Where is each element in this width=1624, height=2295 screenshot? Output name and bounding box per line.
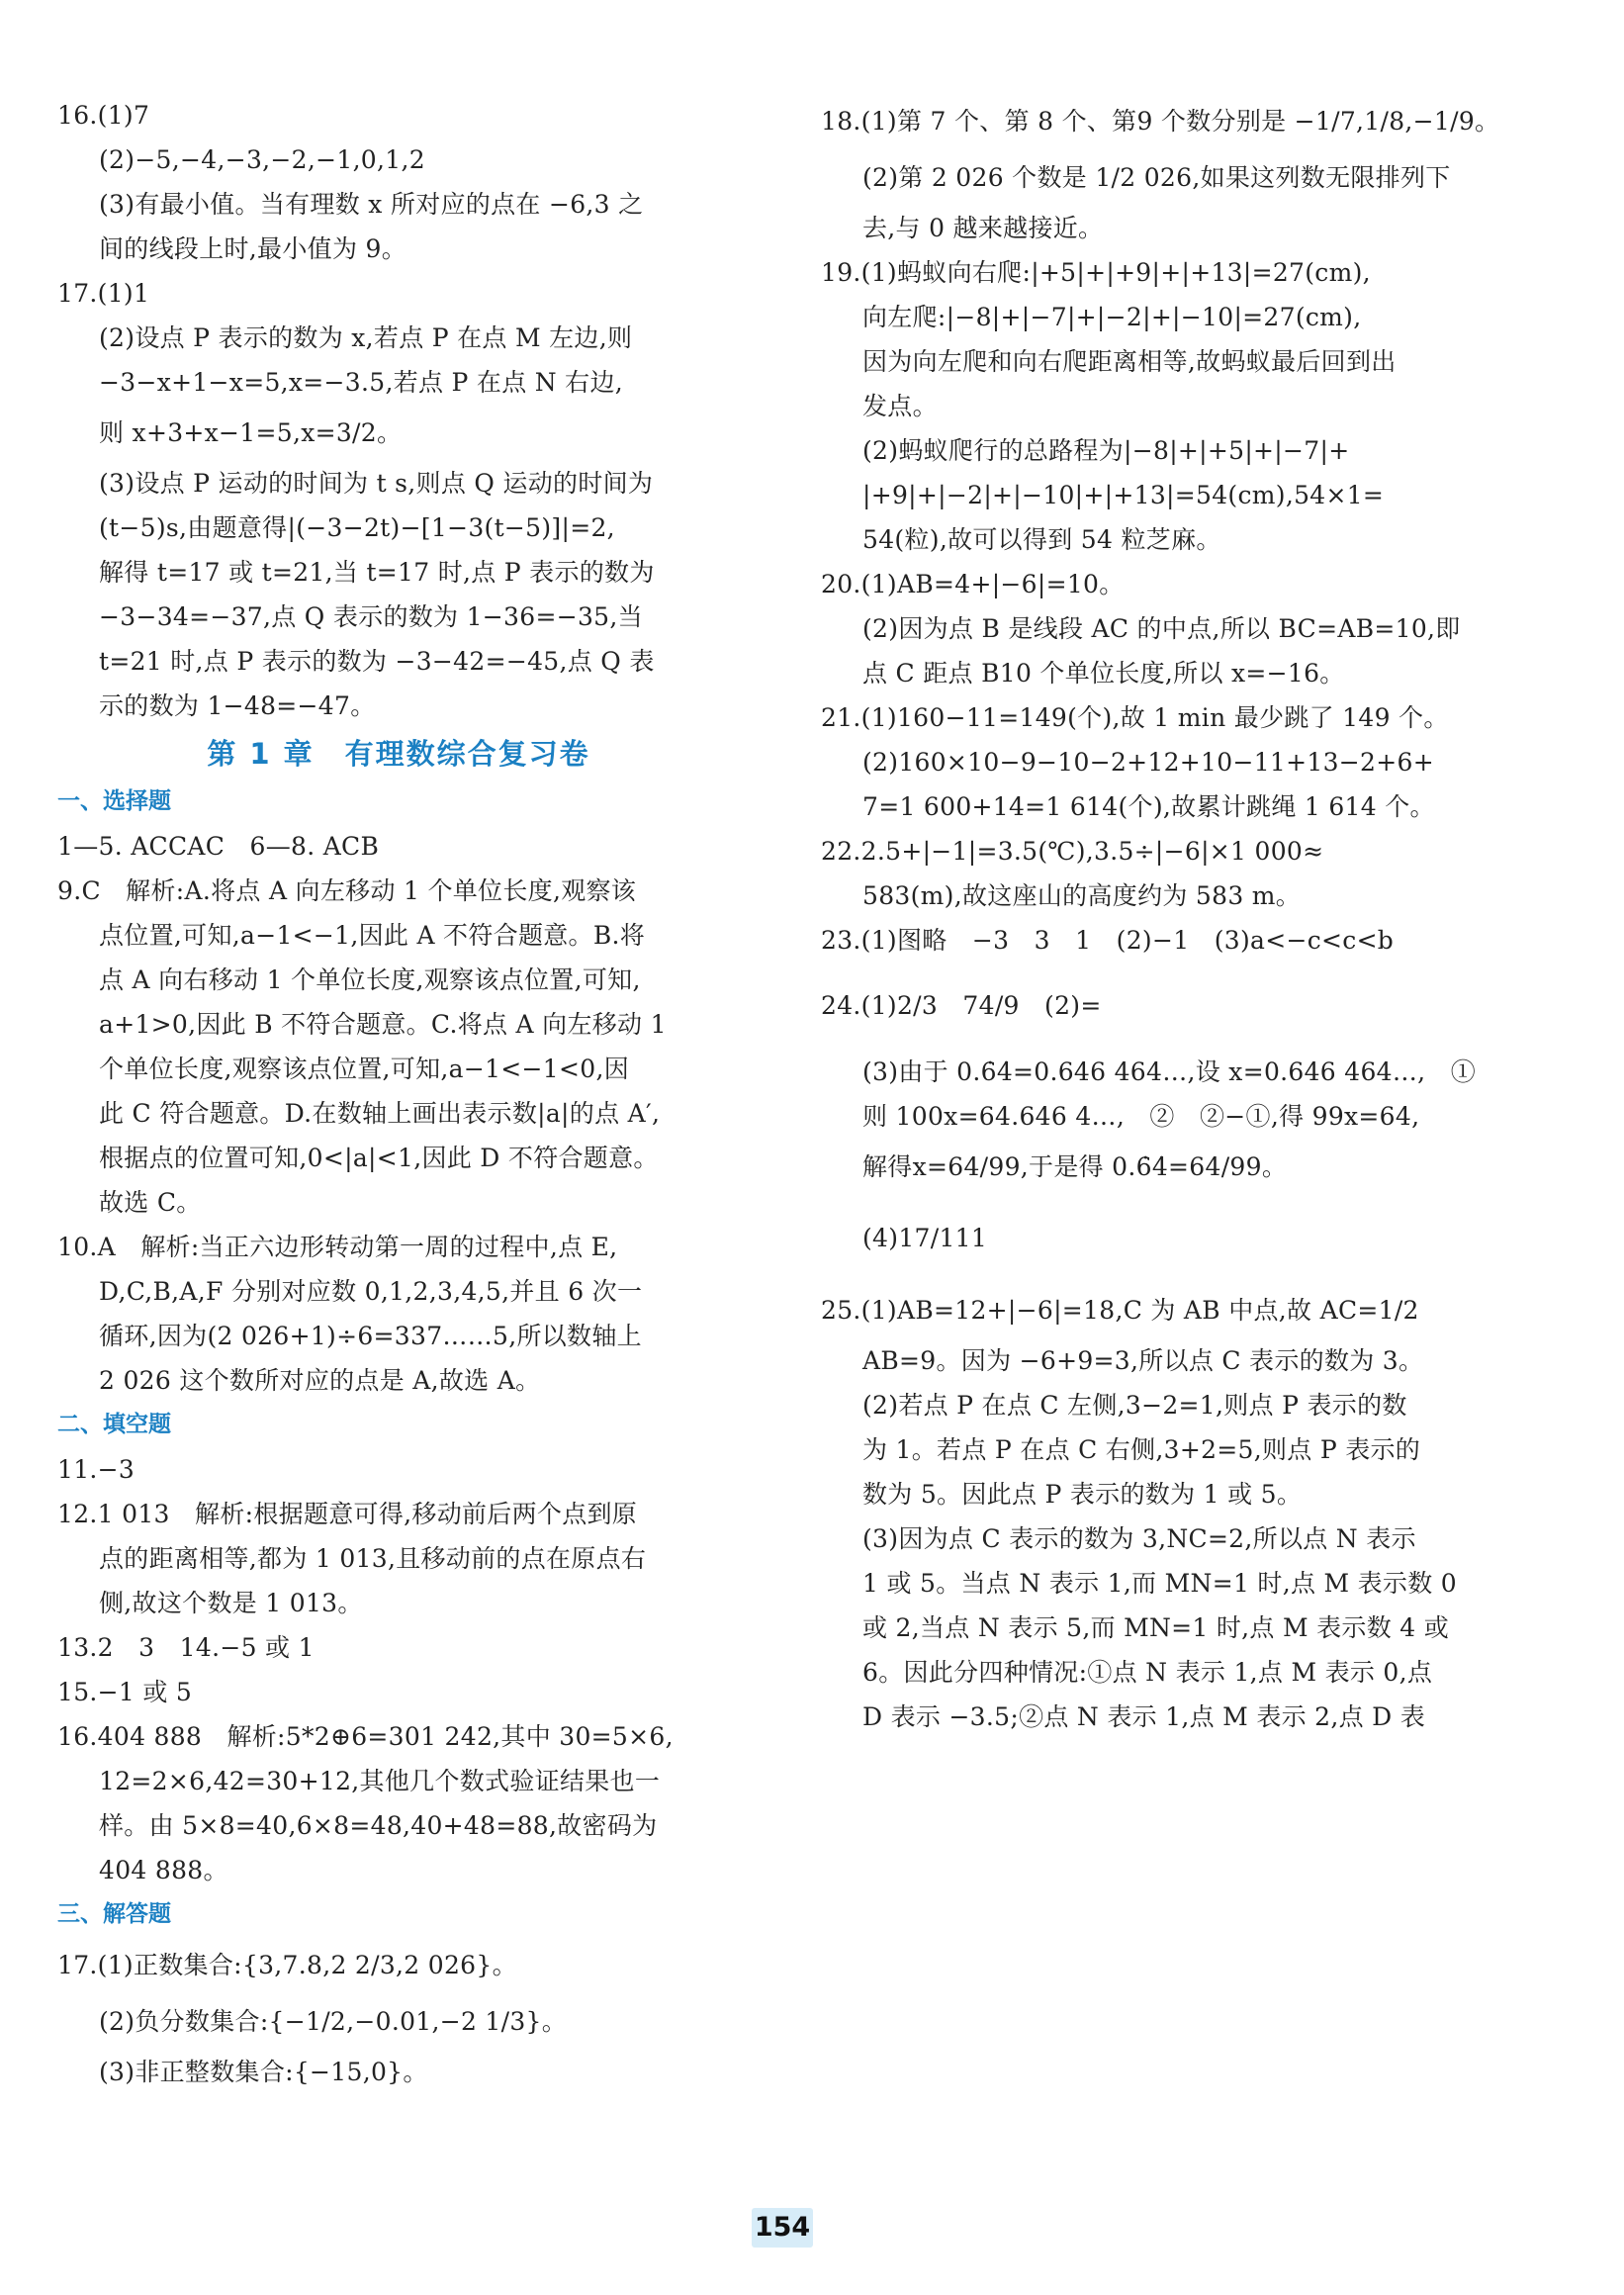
answer-line: 循环,因为(2 026+1)÷6=337……5,所以数轴上 [99,1322,642,1350]
answer-line: (3)设点 P 运动的时间为 t s,则点 Q 运动的时间为 [99,469,654,498]
answer-line: 向左爬:|−8|+|−7|+|−2|+|−10|=27(cm), [862,303,1362,331]
answer-line: (2)−5,−4,−3,−2,−1,0,1,2 [99,145,425,174]
answer-line: 12.1 013 解析:根据题意可得,移动前后两个点到原 [57,1500,638,1528]
answer-line: 2 026 这个数所对应的点是 A,故选 A。 [99,1366,541,1395]
answer-line: 去,与 0 越来越接近。 [862,214,1104,242]
answer-line: (2)第 2 026 个数是 1/2 026,如果这列数无限排列下 [862,163,1451,192]
answer-line: 示的数为 1−48=−47。 [99,691,376,720]
answer-line: 点位置,可知,a−1<−1,因此 A 不符合题意。B.将 [99,921,646,950]
answer-line: 点 A 向右移动 1 个单位长度,观察该点位置,可知, [99,965,641,994]
answer-line: 此 C 符合题意。D.在数轴上画出表示数|a|的点 A′, [99,1099,661,1128]
answer-line: 解得x=64/99,于是得 0.6̇4̇=64/99。 [862,1152,1288,1181]
answer-line: (3)非正整数集合:{−15,0}。 [99,2058,428,2086]
answer-line: 15.−1 或 5 [57,1678,193,1706]
answer-line: D 表示 −3.5;②点 N 表示 1,点 M 表示 2,点 D 表 [862,1702,1426,1731]
answer-line: 为 1。若点 P 在点 C 右侧,3+2=5,则点 P 表示的 [862,1435,1421,1464]
answer-line: (t−5)s,由题意得|(−3−2t)−[1−3(t−5)]|=2, [99,513,615,542]
answer-line: (3)由于 0.6̇4̇=0.646 464…,设 x=0.646 464…, ① [862,1057,1477,1086]
answer-line: t=21 时,点 P 表示的数为 −3−42=−45,点 Q 表 [99,647,655,676]
answer-line: −3−x+1−x=5,x=−3.5,若点 P 在点 N 右边, [99,368,624,397]
answer-line: 11.−3 [57,1455,135,1484]
answer-line: 17.(1)正数集合:{3,7.8,2 2/3,2 026}。 [57,1951,517,1979]
answer-line: 点的距离相等,都为 1 013,且移动前的点在原点右 [99,1544,647,1573]
answer-line: 16.(1)7 [57,101,150,130]
page-number: 154 [752,2208,813,2248]
answer-line: (3)因为点 C 表示的数为 3,NC=2,所以点 N 表示 [862,1524,1416,1553]
answer-line: 24.(1)2/3 74/9 (2)= [821,991,1102,1020]
answer-line: −3−34=−37,点 Q 表示的数为 1−36=−35,当 [99,602,643,631]
section-heading: 一、选择题 [57,788,171,814]
chapter-title: 第 1 章 有理数综合复习卷 [207,737,590,771]
answer-line: 点 C 距点 B10 个单位长度,所以 x=−16。 [862,659,1345,688]
answer-line: 10.A 解析:当正六边形转动第一周的过程中,点 E, [57,1233,618,1261]
answer-line: 18.(1)第 7 个、第 8 个、第9 个数分别是 −1/7,1/8,−1/9。 [821,107,1500,136]
answer-line: 则 x+3+x−1=5,x=3/2。 [99,418,403,447]
answer-line: 54(粒),故可以得到 54 粒芝麻。 [862,525,1221,554]
answer-line: 23.(1)图略 −3 3 1 (2)−1 (3)a<−c<c<b [821,926,1395,955]
answer-line: 19.(1)蚂蚁向右爬:|+5|+|+9|+|+13|=27(cm), [821,258,1371,287]
answer-line: (2)负分数集合:{−1/2,−0.01,−2 1/3}。 [99,2007,568,2036]
answer-line: 或 2,当点 N 表示 5,而 MN=1 时,点 M 表示数 4 或 [862,1613,1450,1642]
answer-line: 9.C 解析:A.将点 A 向左移动 1 个单位长度,观察该 [57,876,637,905]
answer-line: 6。因此分四种情况:①点 N 表示 1,点 M 表示 0,点 [862,1658,1433,1687]
answer-line: 则 100x=64.646 4…, ② ②−①,得 99x=64, [862,1102,1420,1131]
answer-line: a+1>0,因此 B 不符合题意。C.将点 A 向左移动 1 [99,1010,667,1039]
answer-line: 583(m),故这座山的高度约为 583 m。 [862,881,1302,910]
answer-line: (3)有最小值。当有理数 x 所对应的点在 −6,3 之 [99,190,644,219]
answer-line: 故选 C。 [99,1188,202,1217]
answer-line: 解得 t=17 或 t=21,当 t=17 时,点 P 表示的数为 [99,558,655,587]
answer-line: 20.(1)AB=4+|−6|=10。 [821,570,1125,598]
answer-line: 16.404 888 解析:5*2⊕6=301 242,其中 30=5×6, [57,1722,674,1751]
answer-line: 17.(1)1 [57,279,150,308]
answer-line: (2)因为点 B 是线段 AC 的中点,所以 BC=AB=10,即 [862,614,1461,643]
answer-line: 间的线段上时,最小值为 9。 [99,234,407,263]
answer-line: (4)17/111 [862,1224,988,1252]
answer-line: |+9|+|−2|+|−10|+|+13|=54(cm),54×1= [862,481,1385,509]
answer-line: 侧,故这个数是 1 013。 [99,1589,363,1617]
answer-line: (2)蚂蚁爬行的总路程为|−8|+|+5|+|−7|+ [862,436,1350,465]
answer-line: (2)若点 P 在点 C 左侧,3−2=1,则点 P 表示的数 [862,1391,1407,1420]
answer-line: 根据点的位置可知,0<|a|<1,因此 D 不符合题意。 [99,1144,659,1172]
section-heading: 二、填空题 [57,1412,171,1437]
answer-line: 样。由 5×8=40,6×8=48,40+48=88,故密码为 [99,1811,658,1840]
answer-line: (2)设点 P 表示的数为 x,若点 P 在点 M 左边,则 [99,323,633,352]
answer-line: 22.2.5+|−1|=3.5(℃),3.5÷|−6|×1 000≈ [821,837,1324,866]
answer-line: 数为 5。因此点 P 表示的数为 1 或 5。 [862,1480,1303,1509]
answer-line: 12=2×6,42=30+12,其他几个数式验证结果也一 [99,1767,661,1795]
answer-line: 个单位长度,观察该点位置,可知,a−1<−1<0,因 [99,1055,629,1083]
answer-line: (2)160×10−9−10−2+12+10−11+13−2+6+ [862,748,1434,777]
answer-line: AB=9。因为 −6+9=3,所以点 C 表示的数为 3。 [862,1346,1424,1375]
answer-line: 发点。 [862,392,938,420]
answer-line: 25.(1)AB=12+|−6|=18,C 为 AB 中点,故 AC=1/2 [821,1296,1419,1325]
answer-line: 1 或 5。当点 N 表示 1,而 MN=1 时,点 M 表示数 0 [862,1569,1457,1598]
answer-line: D,C,B,A,F 分别对应数 0,1,2,3,4,5,并且 6 次一 [99,1277,643,1306]
section-heading: 三、解答题 [57,1901,171,1927]
left-column [57,93,740,2094]
answer-line: 1—5. ACCAC 6—8. ACB [57,832,380,861]
answer-line: 7=1 600+14=1 614(个),故累计跳绳 1 614 个。 [862,792,1435,821]
answer-line: 13.2 3 14.−5 或 1 [57,1633,315,1662]
right-column [821,93,1503,1739]
answer-line: 21.(1)160−11=149(个),故 1 min 最少跳了 149 个。 [821,703,1449,732]
answer-line: 404 888。 [99,1856,228,1884]
answer-line: 因为向左爬和向右爬距离相等,故蚂蚁最后回到出 [862,347,1397,376]
